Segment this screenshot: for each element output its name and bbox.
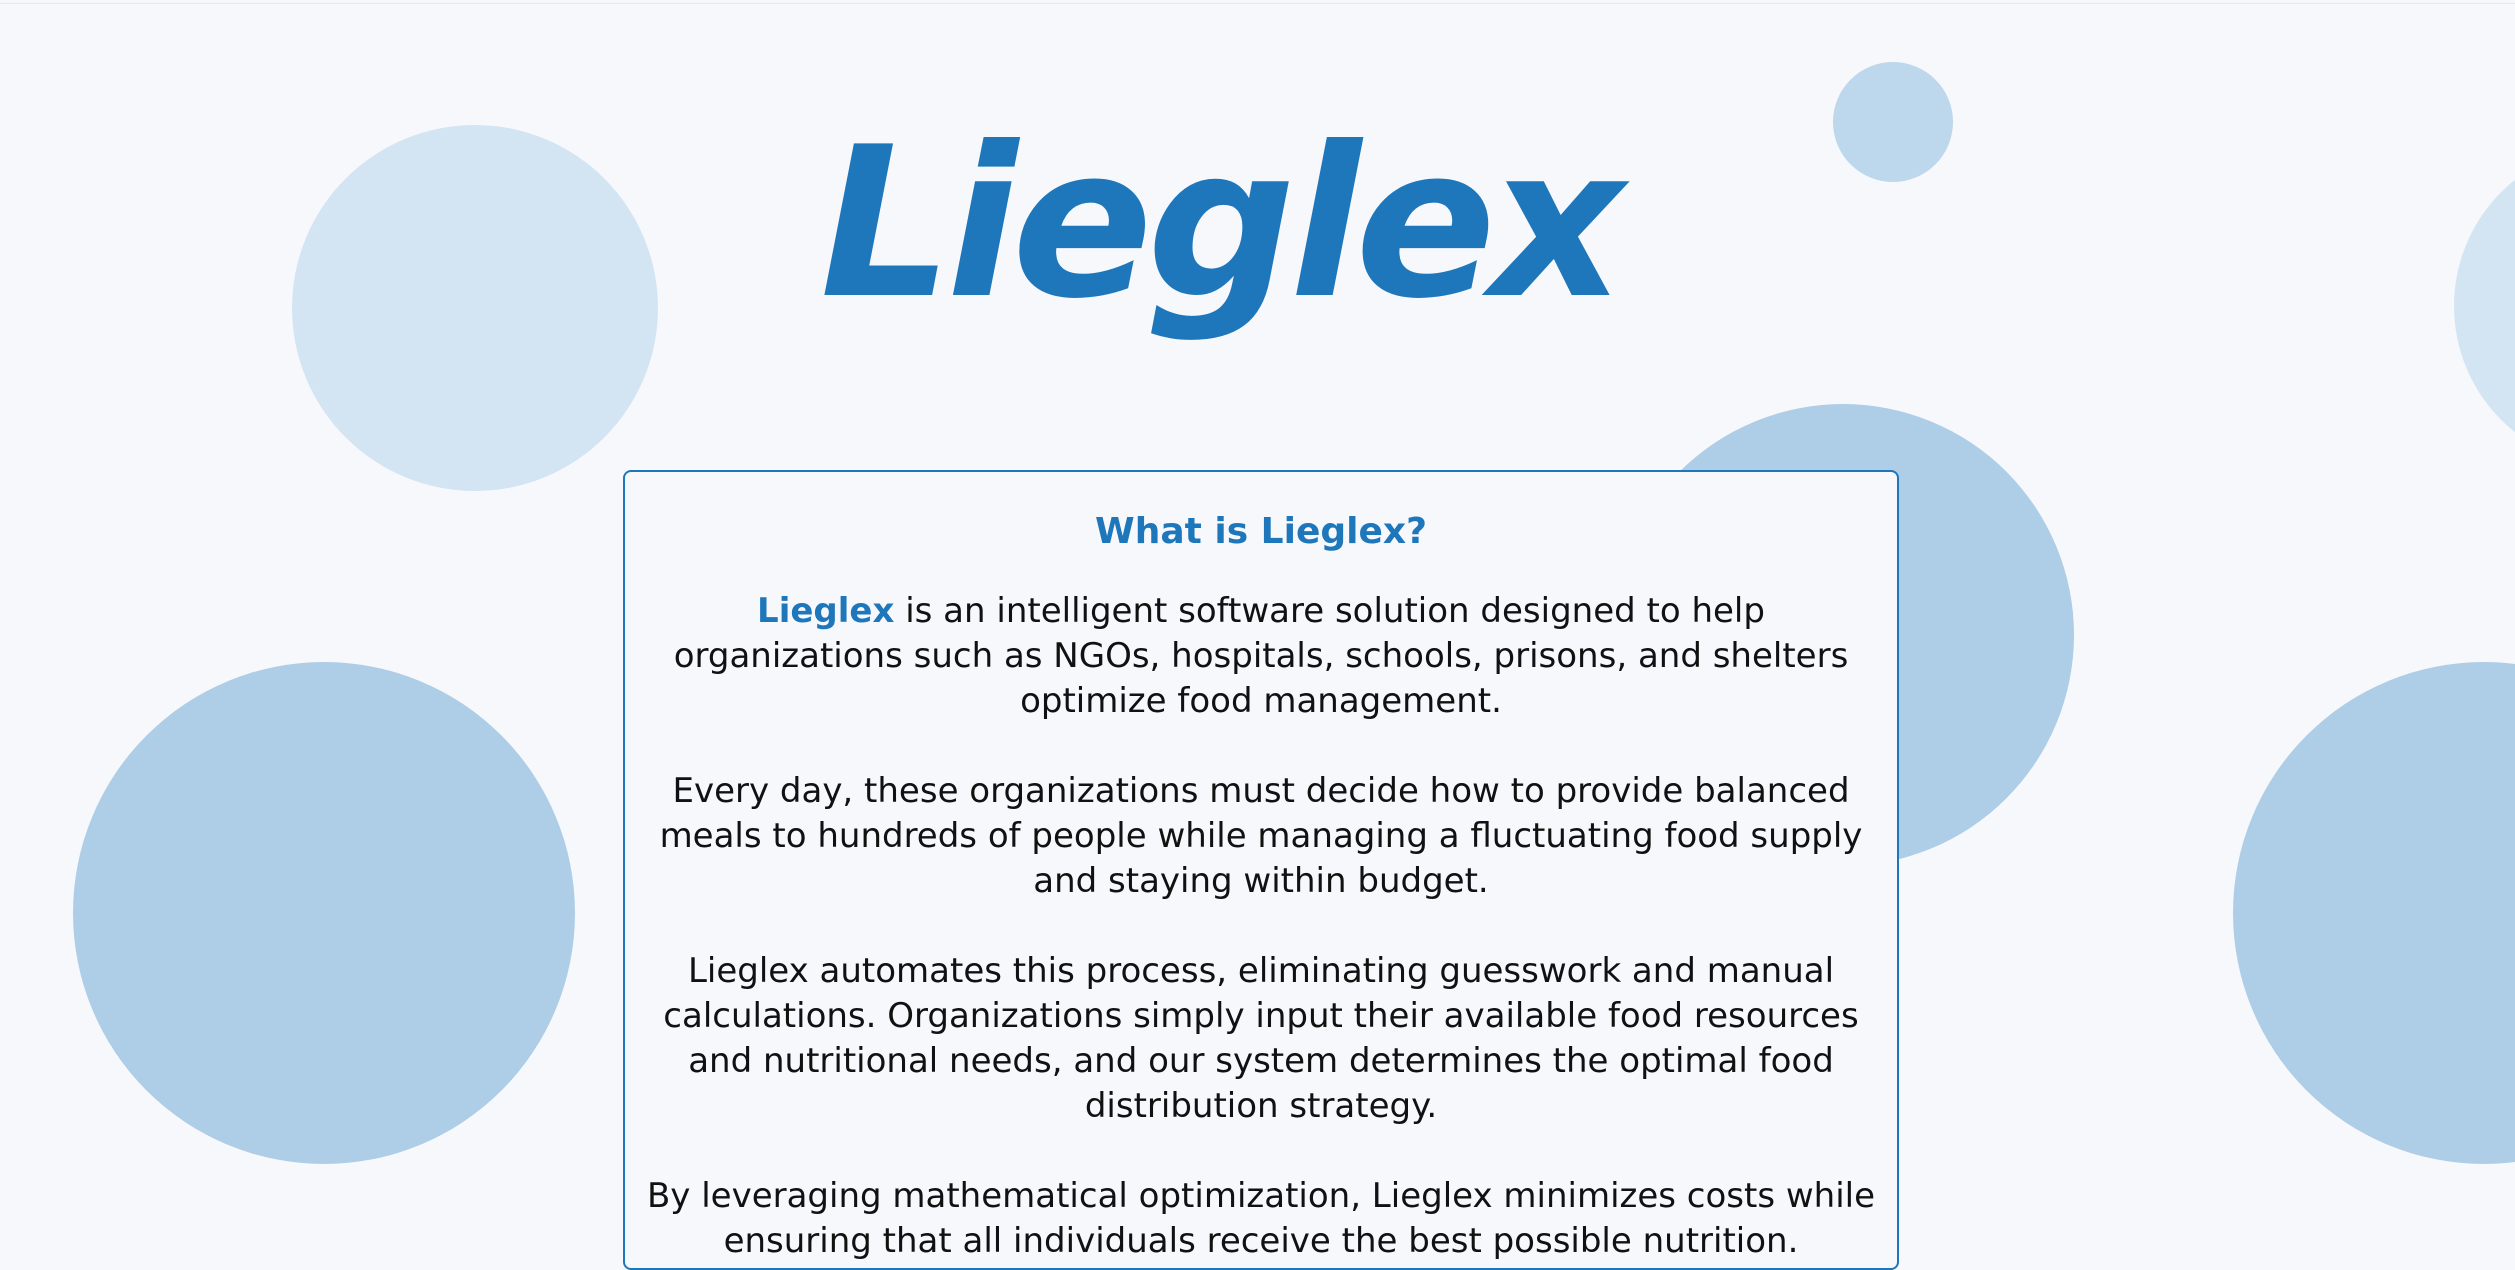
decor-circle-large-left	[73, 662, 575, 1164]
body-paragraph: Every day, these organizations must decide how to provide balanced meals to hundreds of people while managing a fluctuating food supply and staying within budget.	[659, 771, 1863, 902]
top-divider	[0, 3, 2515, 4]
decor-circle-edge-right-bottom	[2233, 662, 2515, 1164]
decor-circle-edge-right-top	[2454, 145, 2515, 467]
intro-text: is an intelligent software solution designed to help organizations such as NGOs, hospitals, schools, prisons, and shelters optimize food management.	[673, 591, 1849, 722]
intro-paragraph	[643, 589, 1879, 724]
lieglex-logo: Lieglex	[820, 103, 1619, 345]
decor-circle-light-left	[292, 125, 658, 491]
intro-brand-word: Lieglex	[757, 591, 895, 632]
decor-circle-small-top	[1833, 62, 1953, 182]
body-paragraph: Lieglex automates this process, eliminating guesswork and manual calculations. Organizations simply input their available food resources and nutritional needs, and our system determines the optimal food distribution strategy.	[663, 951, 1859, 1127]
card-title: What is Lieglex?	[1095, 511, 1427, 552]
body-paragraph: By leveraging mathematical optimization, Lieglex minimizes costs while ensuring that all individuals receive the best possible nutrition.	[646, 1176, 1876, 1262]
what-is-lieglex-card	[623, 470, 1899, 1270]
